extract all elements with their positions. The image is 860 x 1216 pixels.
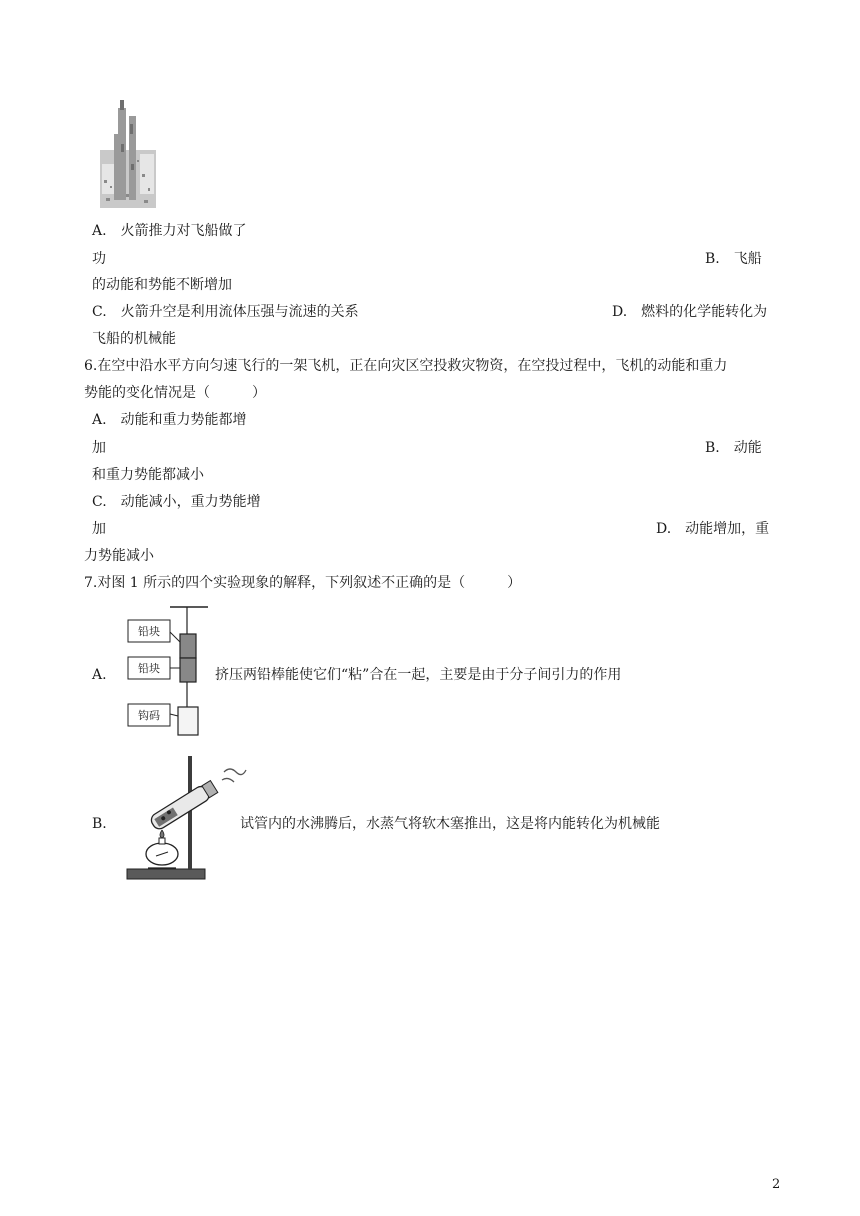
q5-option-b-cont: 的动能和势能不断增加 [92, 277, 232, 293]
q6-option-c-cont: 加 [92, 521, 106, 537]
q5-option-b: B. 飞船 [705, 251, 762, 267]
q5-option-c: C. 火箭升空是利用流体压强与流速的关系 [92, 304, 359, 320]
q6-option-c: C. 动能减小，重力势能增 [92, 494, 261, 510]
q7-option-a-text: 挤压两铅棒能使它们“粘”合在一起，主要是由于分子间引力的作用 [215, 667, 622, 683]
figure-a-label-lead-1: 铅块 [138, 625, 160, 638]
q7-option-a-letter: A. [92, 667, 107, 683]
rocket-launch-image [96, 94, 160, 210]
q7-question: 7.对图 1 所示的四个实验现象的解释，下列叙述不正确的是（ ） [84, 575, 522, 591]
q6-option-d: D. 动能增加，重 [656, 521, 770, 537]
q5-option-a-cont: 功 [92, 251, 106, 267]
test-tube-apparatus-figure [124, 750, 248, 884]
q5-option-d-cont: 飞船的机械能 [92, 331, 176, 347]
q7-option-b-letter: B. [92, 816, 107, 832]
q6-option-a-cont: 加 [92, 440, 106, 456]
figure-a-label-weight: 钩码 [138, 709, 160, 722]
q6-question: 6.在空中沿水平方向匀速飞行的一架飞机，正在向灾区空投救灾物资，在空投过程中，飞机的动能和重力 [84, 358, 728, 374]
q6-option-b-cont: 和重力势能都减小 [92, 467, 204, 483]
q6-question-cont: 势能的变化情况是（ ） [84, 385, 266, 401]
q7-option-b-text: 试管内的水沸腾后，水蒸气将软木塞推出，这是将内能转化为机械能 [240, 816, 660, 832]
q5-option-d: D. 燃料的化学能转化为 [612, 304, 768, 320]
page-number: 2 [772, 1177, 781, 1192]
lead-blocks-figure [124, 604, 214, 740]
q6-option-b: B. 动能 [705, 440, 762, 456]
figure-a-label-lead-2: 铅块 [138, 662, 160, 675]
q6-option-d-cont: 力势能减小 [84, 548, 154, 564]
q5-option-a: A. 火箭推力对飞船做了 [92, 223, 247, 239]
q6-option-a: A. 动能和重力势能都增 [92, 412, 247, 428]
